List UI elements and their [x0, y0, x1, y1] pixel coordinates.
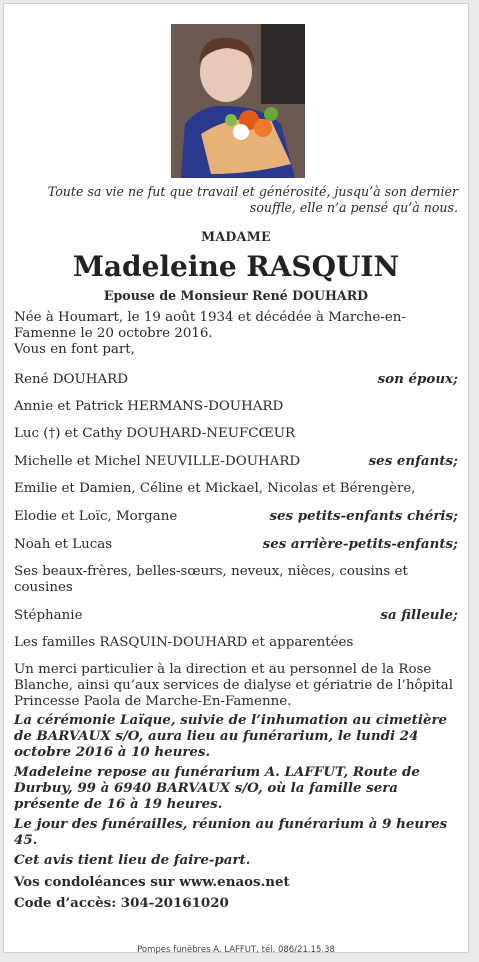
family-names: Noah et Lucas — [14, 537, 113, 552]
family-relation: sa filleule; — [380, 607, 458, 623]
portrait-photo — [171, 24, 305, 178]
family-extended: Ses beaux-frères, belles-sœurs, neveux, nièces, cousins et cousines — [14, 564, 408, 595]
family-names: Luc (†) et Cathy DOUHARD-NEUFCŒUR — [14, 426, 296, 441]
obituary-body — [14, 310, 458, 911]
family-relation: ses arrière-petits-enfants; — [262, 536, 458, 552]
family-names: Stéphanie — [14, 608, 83, 623]
announce-line: Vous en font part, — [14, 342, 135, 357]
family-row — [14, 607, 458, 624]
family-relation: ses petits-enfants chéris; — [269, 508, 458, 524]
funeral-day-paragraph: Le jour des funérailles, réunion au funérarium à 9 heures 45. — [14, 816, 448, 848]
birth-death-line: Née à Houmart, le 19 août 1934 et décédée à Marche-en-Famenne le 20 octobre 2016. — [14, 310, 406, 341]
quote: Toute sa vie ne fut que travail et générosité, jusqu’à son dernier souffle, elle n’a pensé qu’à nous. — [47, 184, 458, 215]
thanks-paragraph: Un merci particulier à la direction et au personnel de la Rose Blanche, ainsi qu’aux services de dialyse et gériatrie de l’hôpital Princesse Paola de Marche-En-Famenne. — [14, 662, 454, 709]
funeral-home-footer: Pompes funèbres A. LAFFUT, tél. 086/21.15.38 — [137, 945, 335, 955]
family-row — [14, 536, 458, 553]
family-names: Elodie et Loïc, Morgane — [14, 509, 178, 524]
family-row — [14, 399, 458, 415]
notice-line: Cet avis tient lieu de faire-part. — [14, 852, 251, 868]
family-related: Les familles RASQUIN-DOUHARD et apparentées — [14, 635, 354, 650]
family-relation: ses enfants; — [368, 453, 458, 469]
family-row — [14, 453, 458, 470]
family-row — [14, 371, 458, 388]
condolences-line: Vos condoléances sur www.enaos.net — [14, 874, 290, 890]
family-names: Annie et Patrick HERMANS-DOUHARD — [14, 399, 284, 414]
family-row — [14, 508, 458, 525]
family-row — [14, 426, 458, 442]
access-code-line: Code d’accès: 304-20161020 — [14, 895, 229, 911]
honorific: MADAME — [201, 229, 271, 244]
rest-paragraph: Madeleine repose au funérarium A. LAFFUT, Route de Durbuy, 99 à 6940 BARVAUX s/O, où la famille sera présente de 16 à 19 heures. — [14, 764, 420, 812]
family-names: René DOUHARD — [14, 372, 128, 387]
obituary-card — [3, 3, 469, 953]
spouse-line: Epouse de Monsieur René DOUHARD — [103, 288, 369, 303]
family-names: Emilie et Damien, Céline et Mickael, Nicolas et Bérengère, — [14, 481, 416, 496]
family-relation: son époux; — [377, 371, 458, 387]
ceremony-paragraph: La cérémonie Laïque, suivie de l’inhumation au cimetière de BARVAUX s/O, aura lieu au funérarium, le lundi 24 octobre 2016 à 10 heures. — [14, 712, 448, 760]
family-row — [14, 481, 458, 497]
deceased-name: Madeleine RASQUIN — [72, 250, 400, 283]
family-names: Michelle et Michel NEUVILLE-DOUHARD — [14, 454, 301, 469]
